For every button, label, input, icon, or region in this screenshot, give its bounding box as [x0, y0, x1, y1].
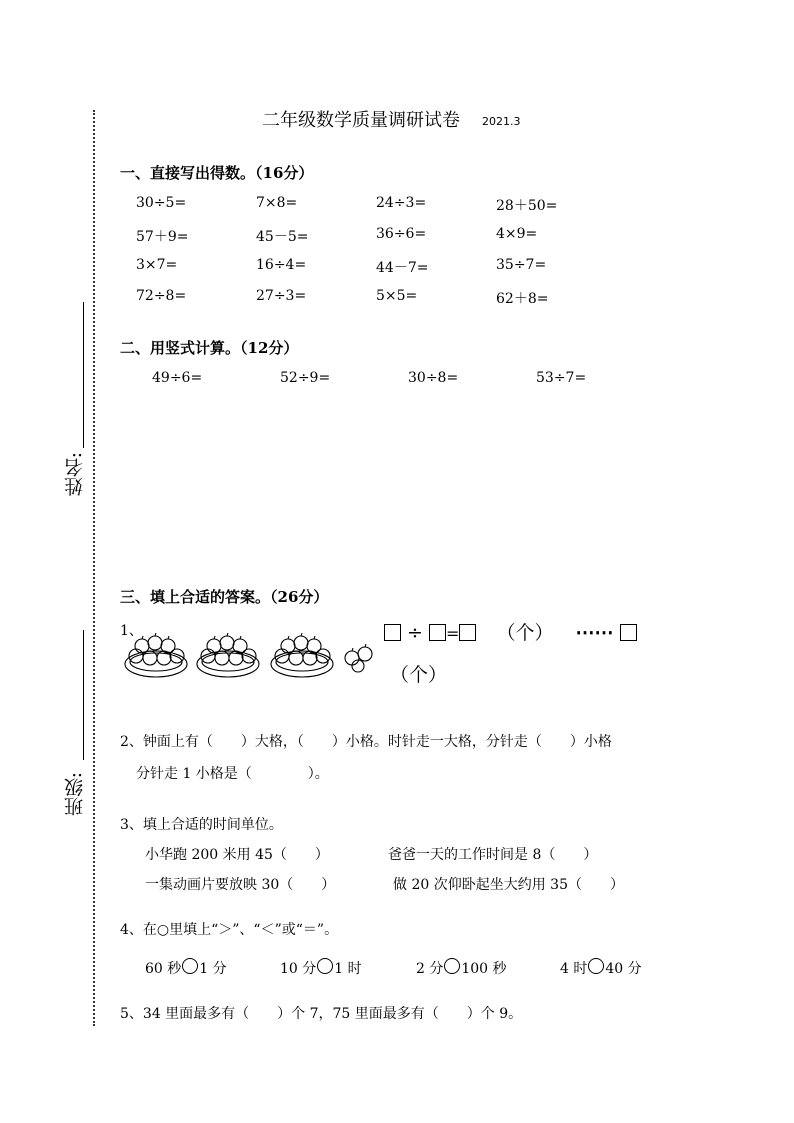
answer-box[interactable]	[620, 624, 637, 641]
apple-plates-illustration	[122, 626, 384, 684]
q3-item: 小华跑 200 米用 45（ ）	[145, 847, 329, 863]
mental-math-item: 3×7=	[136, 257, 178, 273]
mental-math-item: 62＋8=	[496, 291, 549, 307]
compare-left: 4 时	[560, 961, 588, 977]
vertical-calc-item: 49÷6=	[152, 370, 203, 386]
division-expression	[384, 618, 637, 645]
mental-math-item: 28＋50=	[496, 198, 558, 214]
compare-item	[145, 958, 227, 978]
answer-box[interactable]	[459, 624, 476, 641]
mental-math-item: 72÷8=	[136, 288, 187, 304]
section2-heading: 二、用竖式计算。（12分）	[120, 339, 299, 357]
divide-sign: ÷	[407, 622, 423, 644]
compare-circle[interactable]	[444, 958, 460, 974]
answer-box[interactable]	[429, 624, 446, 641]
mental-math-item: 45－5=	[256, 229, 309, 245]
mental-math-item: 57＋9=	[136, 229, 189, 245]
mental-math-item: 16÷4=	[256, 257, 307, 273]
unit-label: （个）	[496, 622, 554, 644]
vertical-calc-item: 53÷7=	[536, 370, 587, 386]
q2-line1: 2、钟面上有（ ）大格，（ ）小格。时针走一大格，分针走（ ）小格	[120, 734, 612, 750]
mental-math-item: 30÷5=	[136, 195, 187, 211]
mental-math-item: 36÷6=	[376, 226, 427, 242]
compare-item	[416, 958, 507, 978]
compare-circle[interactable]	[588, 958, 604, 974]
q3-heading: 3、填上合适的时间单位。	[120, 817, 283, 833]
mental-math-item: 24÷3=	[376, 195, 427, 211]
section3-heading: 三、填上合适的答案。（26分）	[120, 588, 329, 606]
plate-2	[197, 633, 259, 677]
q2-line2: 分针走 1 小格是（ ）。	[136, 766, 329, 782]
remainder-unit-label: （个）	[390, 664, 448, 686]
q1-number: 1、	[120, 623, 143, 639]
compare-right: 1 时	[334, 961, 362, 977]
remainder-dots: ⋯⋯	[575, 622, 614, 644]
q3-item: 爸爸一天的工作时间是 8（ ）	[388, 847, 598, 863]
loose-apples	[345, 644, 372, 672]
name-label: 姓名:	[64, 452, 86, 497]
mental-math-item: 35÷7=	[496, 257, 547, 273]
compare-left: 2 分	[416, 961, 444, 977]
compare-left: 10 分	[280, 961, 317, 977]
answer-box[interactable]	[384, 624, 401, 641]
equals-sign: =	[446, 624, 460, 643]
plate-1	[125, 633, 187, 677]
title-text: 二年级数学质量调研试卷	[262, 110, 460, 131]
vertical-calc-item: 30÷8=	[408, 370, 459, 386]
compare-left: 60 秒	[145, 961, 182, 977]
section1-heading: 一、直接写出得数。（16分）	[120, 164, 314, 182]
compare-circle[interactable]	[317, 958, 333, 974]
q3-item: 做 20 次仰卧起坐大约用 35（ ）	[393, 877, 624, 893]
class-underline	[83, 630, 84, 760]
vertical-calc-item: 52÷9=	[280, 370, 331, 386]
compare-circle[interactable]	[182, 958, 198, 974]
mental-math-item: 7×8=	[256, 195, 298, 211]
mental-math-item: 5×5=	[376, 288, 418, 304]
mental-math-item: 4×9=	[496, 226, 538, 242]
page-title	[262, 106, 521, 132]
compare-right: 100 秒	[461, 961, 507, 977]
title-year: 2021.3	[482, 115, 521, 128]
compare-item	[560, 958, 642, 978]
q5-text: 5、34 里面最多有（ ）个 7，75 里面最多有（ ）个 9。	[120, 1006, 523, 1022]
binding-dotted-line	[93, 110, 95, 1026]
plate-3	[271, 633, 333, 677]
compare-right: 40 分	[605, 961, 642, 977]
mental-math-item: 44－7=	[376, 260, 429, 276]
compare-right: 1 分	[199, 961, 227, 977]
q3-item: 一集动画片要放映 30（ ）	[145, 877, 336, 893]
name-underline	[83, 302, 84, 448]
class-label: 班级:	[64, 772, 86, 817]
compare-item	[280, 958, 362, 978]
q4-heading: 4、在○里填上“＞”、“＜”或“＝”。	[120, 922, 339, 938]
mental-math-item: 27÷3=	[256, 288, 307, 304]
